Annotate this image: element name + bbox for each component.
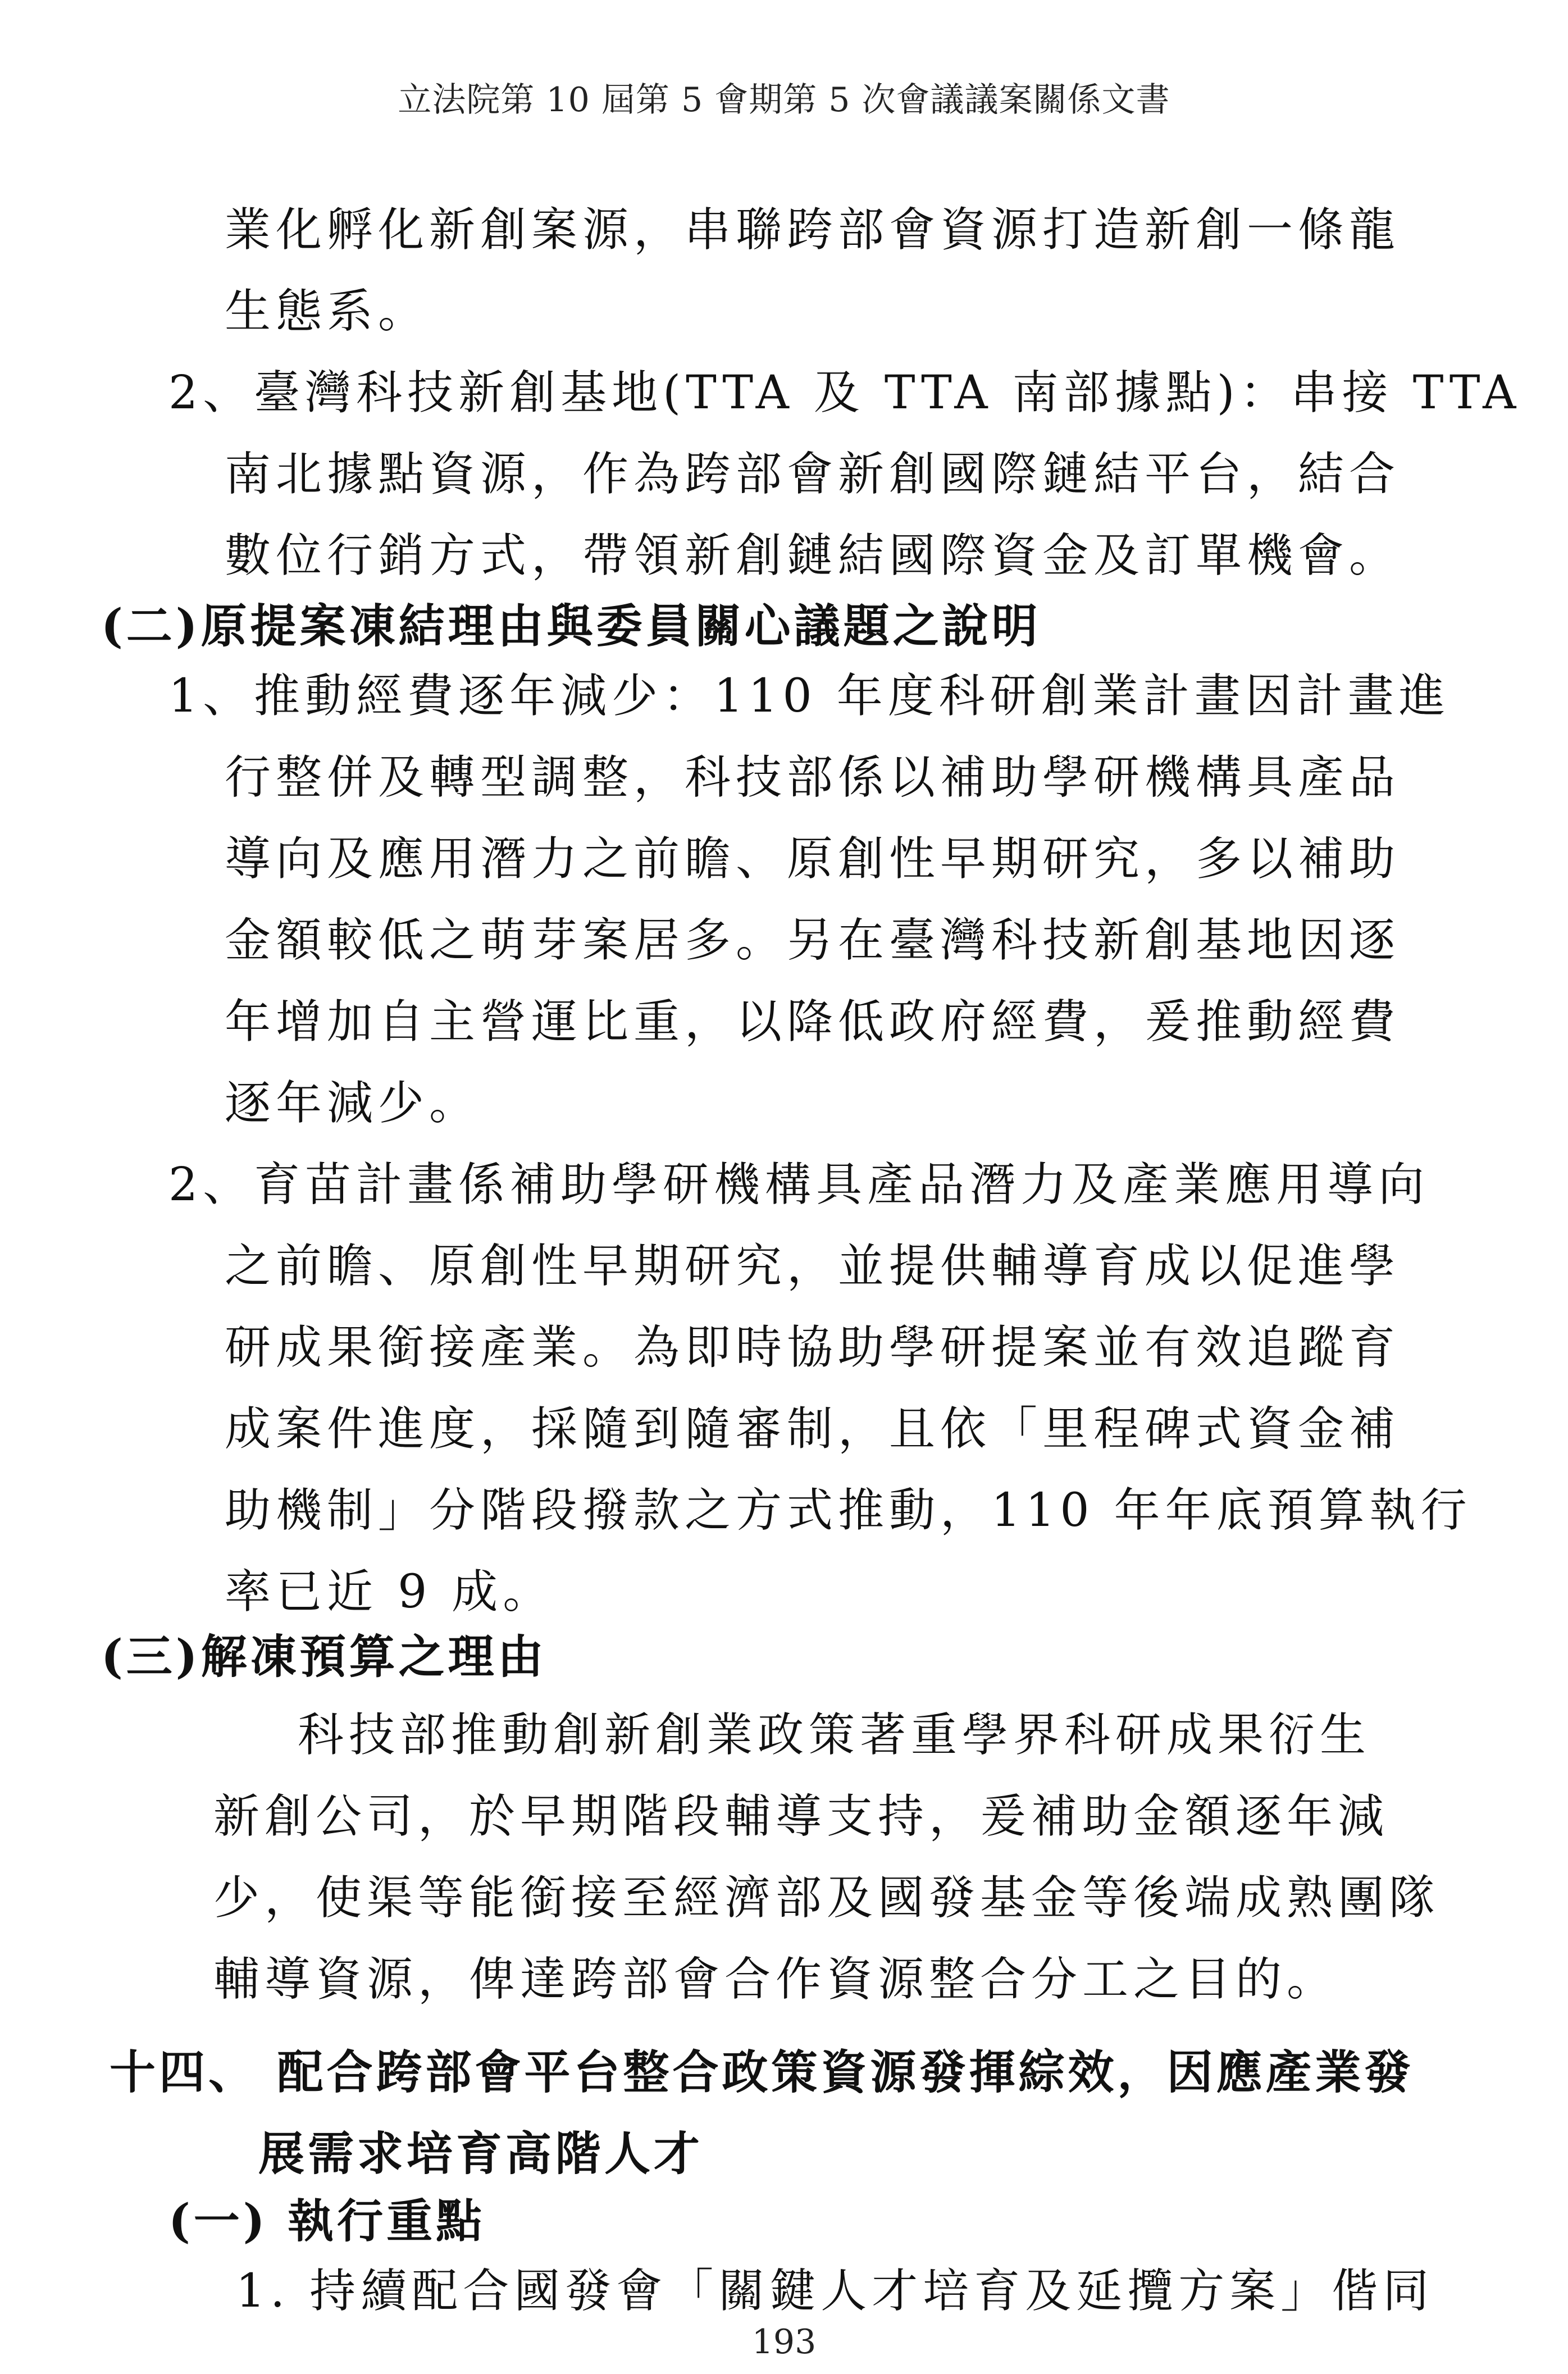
body-line: 之前瞻、原創性早期研究，並提供輔導育成以促進學 (225, 1240, 1401, 1293)
body-line: 科技部推動創新創業政策著重學界科研成果衍生 (298, 1708, 1371, 1762)
body-line: 率已近 9 成。 (225, 1565, 554, 1619)
body-line: 導向及應用潛力之前瞻、原創性早期研究，多以補助 (225, 832, 1401, 886)
body-line: 研成果銜接產業。為即時協助學研提案並有效追蹤育 (225, 1321, 1401, 1374)
chapter-heading: 展需求培育高階人才 (258, 2127, 704, 2181)
body-line: 業化孵化新創案源，串聯跨部會資源打造新創一條龍 (225, 203, 1401, 257)
subsection-heading: (一) 執行重點 (168, 2194, 486, 2248)
body-line: 1. 持續配合國發會「關鍵人才培育及延攬方案」偕同 (236, 2264, 1434, 2318)
section-heading: (三)解凍預算之理由 (101, 1630, 547, 1684)
body-line: 逐年減少。 (225, 1077, 481, 1130)
body-line: 成案件進度，採隨到隨審制，且依「里程碑式資金補 (225, 1402, 1401, 1456)
body-line: 金額較低之萌芽案居多。另在臺灣科技新創基地因逐 (225, 914, 1401, 967)
body-line: 行整併及轉型調整，科技部係以補助學研機構具產品 (225, 751, 1401, 804)
page-number: 193 (751, 2322, 817, 2362)
running-header: 立法院第 10 屆第 5 會期第 5 次會議議案關係文書 (398, 80, 1170, 120)
chapter-heading: 十四、 配合跨部會平台整合政策資源發揮綜效，因應產業發 (110, 2045, 1414, 2099)
section-heading: (二)原提案凍結理由與委員關心議題之說明 (101, 599, 1041, 653)
body-line: 生態系。 (225, 285, 430, 338)
body-line: 新創公司，於早期階段輔導支持，爰補助金額逐年減 (213, 1790, 1389, 1843)
body-line: 輔導資源，俾達跨部會合作資源整合分工之目的。 (213, 1953, 1338, 2006)
body-line: 少，使渠等能銜接至經濟部及國發基金等後端成熟團隊 (213, 1871, 1441, 1925)
list-item-line: 2、育苗計畫係補助學研機構具產品潛力及產業應用導向 (168, 1158, 1430, 1211)
list-item-line: 1、推動經費逐年減少：110 年度科研創業計畫因計畫進 (168, 669, 1450, 723)
body-line: 年增加自主營運比重，以降低政府經費，爰推動經費 (225, 995, 1401, 1049)
list-item-line: 2、臺灣科技新創基地(TTA 及 TTA 南部據點)：串接 TTA (168, 366, 1521, 420)
body-line: 南北據點資源，作為跨部會新創國際鏈結平台，結合 (225, 448, 1401, 501)
body-line: 助機制」分階段撥款之方式推動，110 年年底預算執行 (225, 1484, 1472, 1537)
body-line: 數位行銷方式，帶領新創鏈結國際資金及訂單機會。 (225, 529, 1401, 582)
